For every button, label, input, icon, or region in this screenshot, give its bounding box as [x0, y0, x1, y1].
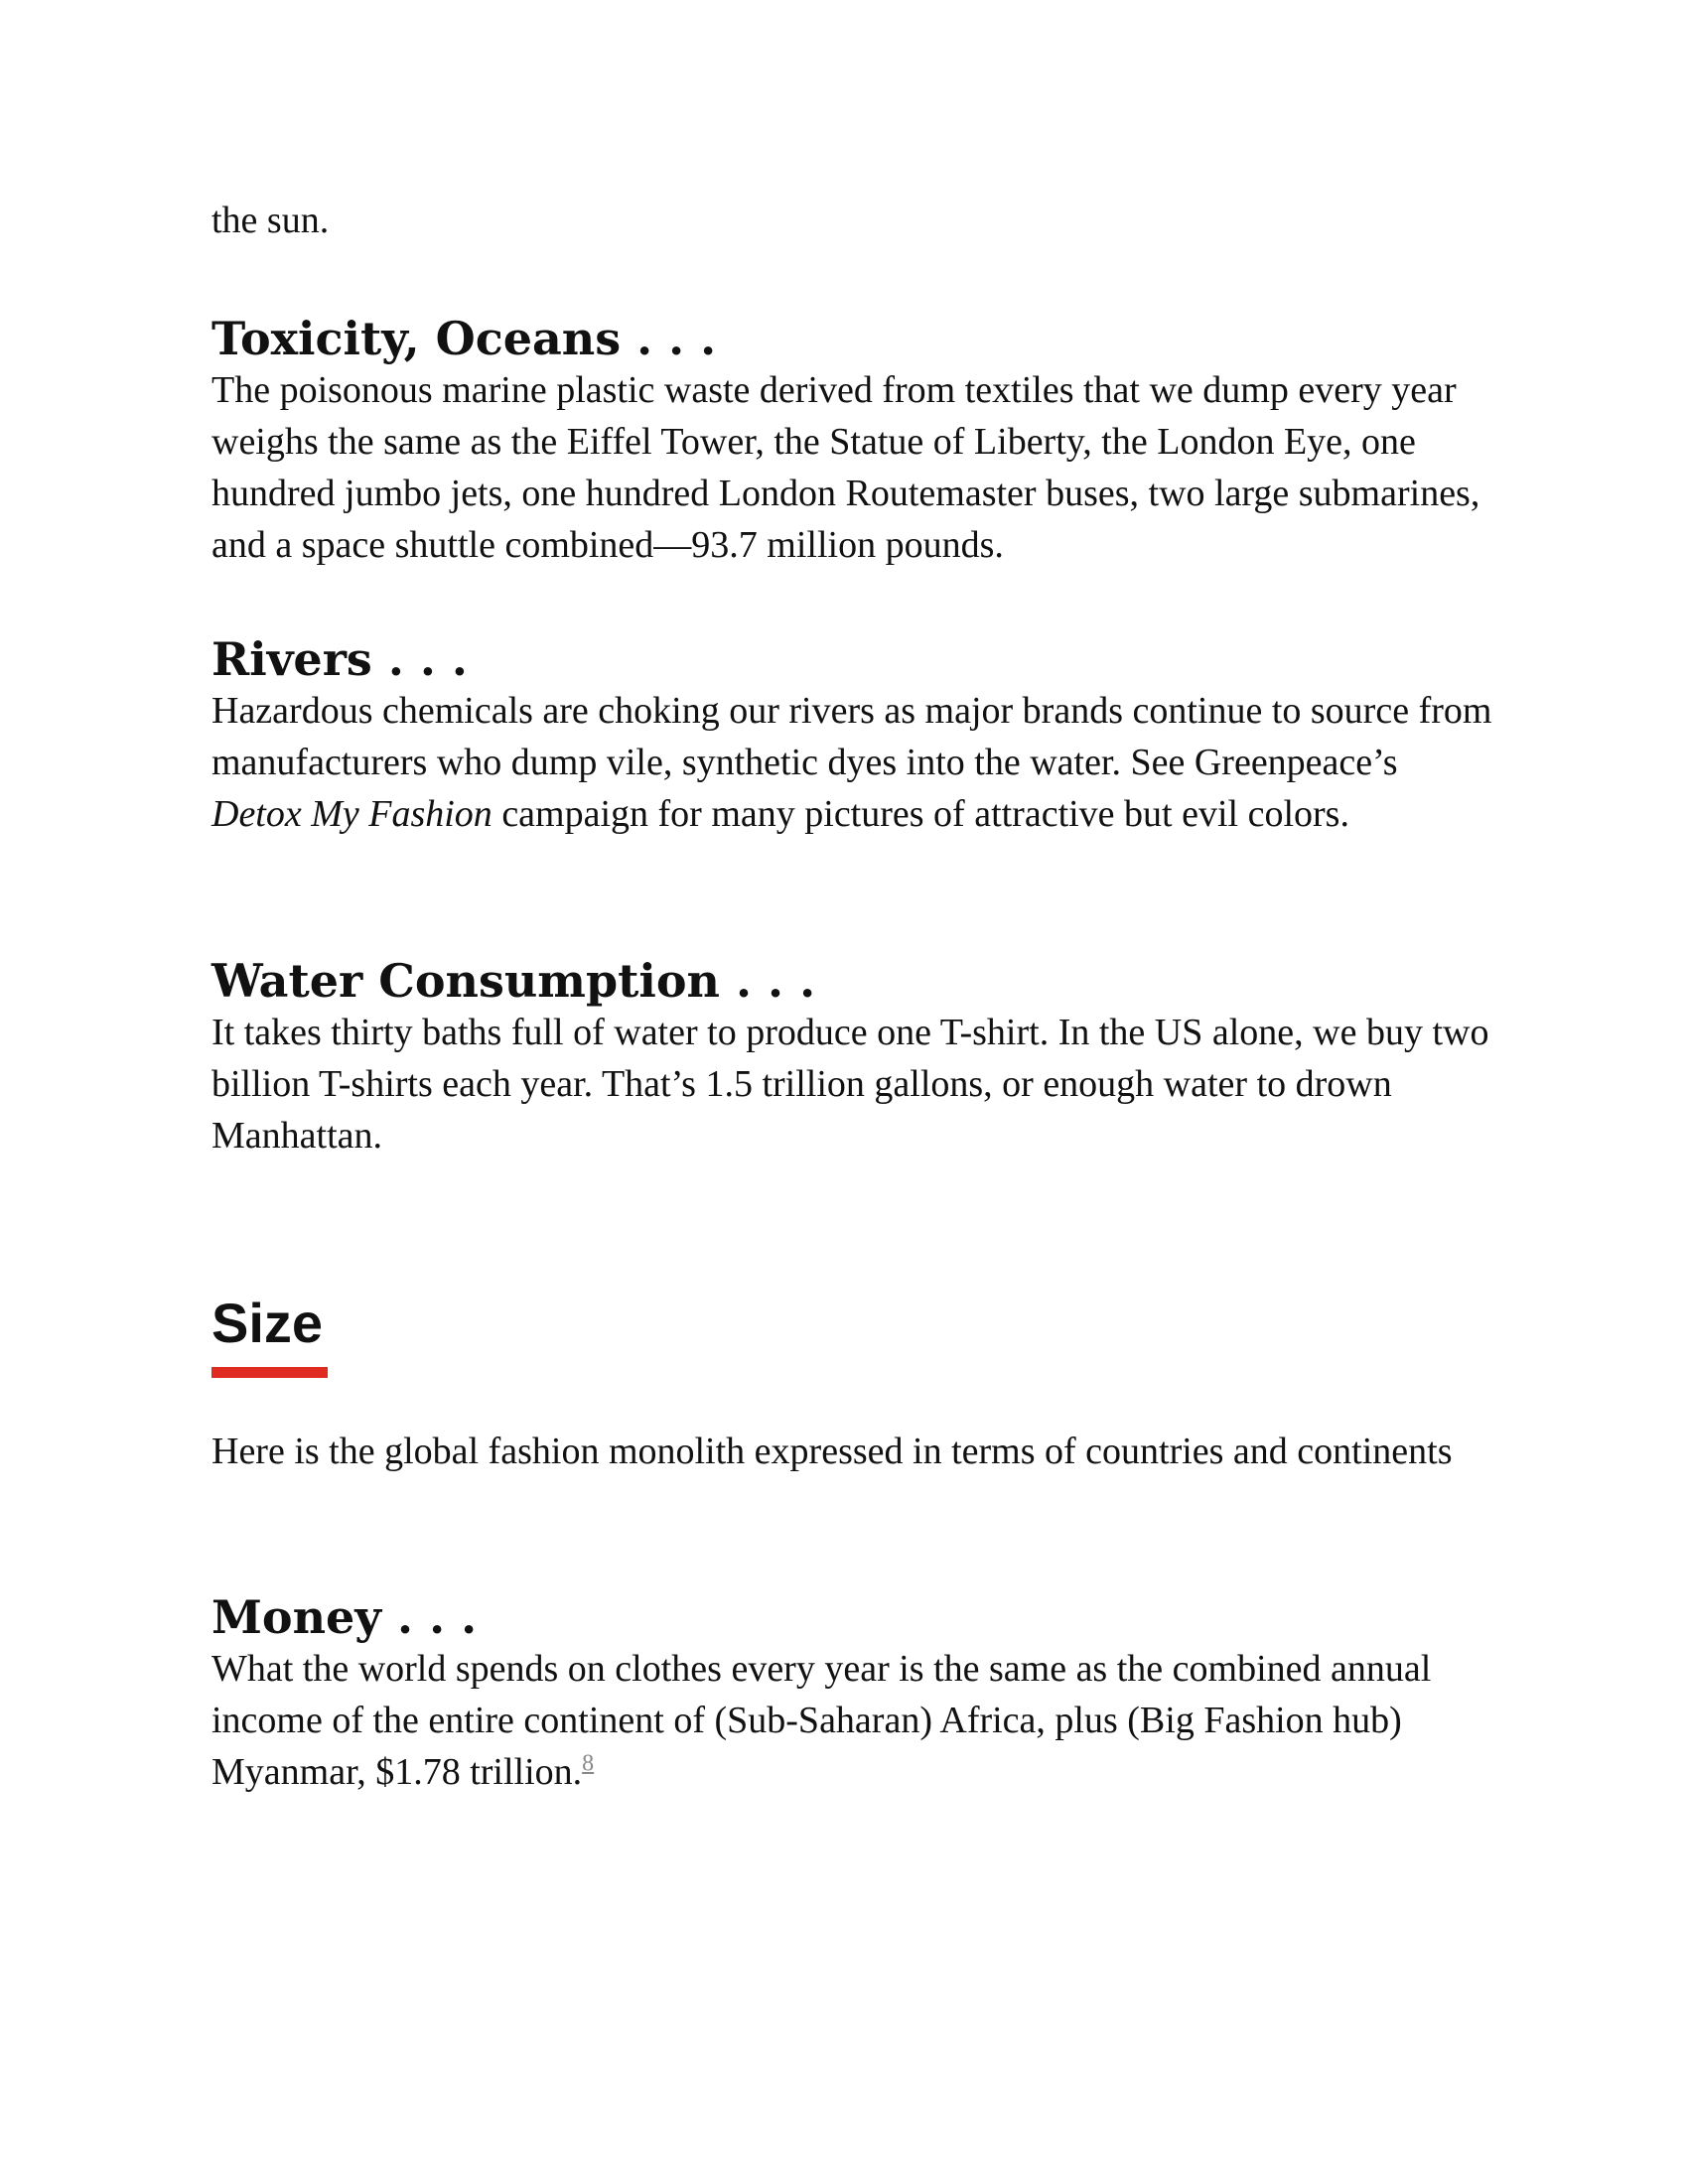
size-title: Size: [211, 1292, 324, 1354]
water-paragraph: It takes thirty baths full of water to produce one T-shirt. In the US alone, we buy two billion T-shirts each year. That’s 1.5 trillion gallons, or enough water to drown Manhattan.: [211, 1012, 1489, 1157]
rivers-text-start: Hazardous chemicals are choking our rivers as major brands continue to source from manufacturers who dump vile, synthetic dyes into the water. See Greenpeace’s: [211, 690, 1492, 783]
continuation-paragraph: the sun.: [211, 200, 330, 241]
water-section: [211, 955, 1492, 1161]
toxicity-heading: Toxicity, Oceans . . .: [211, 312, 717, 365]
water-heading: Water Consumption . . .: [211, 954, 816, 1008]
money-text: What the world spends on clothes every year is the same as the combined annual income of the entire continent of (Sub-Saharan) Africa, plus (Big Fashion hub) Myanmar, $1.78 trillion.: [211, 1648, 1432, 1793]
rivers-text-end: campaign for many pictures of attractive but evil colors.: [492, 793, 1349, 835]
money-paragraph: [211, 1643, 1492, 1798]
toxicity-section: [211, 313, 1492, 571]
rivers-section: [211, 633, 1492, 840]
size-intro-paragraph: Here is the global fashion monolith expressed in terms of countries and continents: [211, 1431, 1453, 1472]
toxicity-paragraph: The poisonous marine plastic waste derived from textiles that we dump every year weighs the same as the Eiffel Tower, the Statue of Liberty, the London Eye, one hundred jumbo jets, one hundred London Routemaster buses, two large submarines, and a space shuttle combined—93.7 million pounds.: [211, 369, 1480, 566]
rivers-paragraph: [211, 685, 1492, 840]
size-title-rule: [211, 1367, 328, 1378]
money-section: [211, 1591, 1492, 1798]
rivers-heading: Rivers . . .: [211, 632, 468, 686]
rivers-campaign-title: Detox My Fashion: [211, 793, 492, 835]
money-heading: Money . . .: [211, 1590, 478, 1644]
size-section-header: [211, 1292, 1492, 1378]
footnote-link[interactable]: 8: [582, 1750, 595, 1777]
